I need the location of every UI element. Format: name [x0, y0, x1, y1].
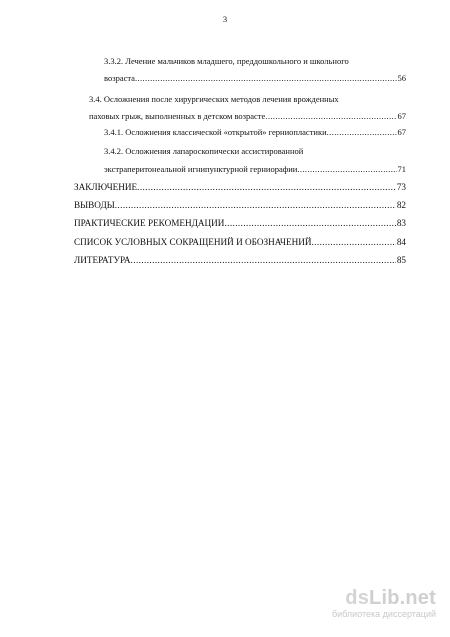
dot-leader	[135, 73, 397, 84]
toc-entry-3-3-2-page: 56	[397, 73, 406, 83]
watermark	[316, 588, 436, 620]
toc-entry-3-4-2-title-line1: 3.4.2. Осложнения лапароскопически ассистированной	[104, 146, 304, 156]
dot-leader	[224, 218, 395, 229]
dot-leader	[137, 182, 396, 193]
toc-entry-abbreviations[interactable]	[74, 237, 406, 248]
toc-entry-3-3-2[interactable]	[104, 73, 406, 84]
watermark-logo-rest: Lib.net	[369, 587, 436, 609]
toc-entry-findings-page: 82	[396, 200, 406, 210]
watermark-logo-ds: ds	[345, 587, 370, 609]
page-number: 3	[222, 14, 228, 24]
toc-entry-abbreviations-title: СПИСОК УСЛОВНЫХ СОКРАЩЕНИЙ И ОБОЗНАЧЕНИЙ	[74, 237, 312, 247]
toc-entry-3-4-1-title: 3.4.1. Осложнения классической «открытой» герниопластики	[104, 127, 327, 137]
toc-entry-3-4-title-line1: 3.4. Осложнения после хирургических методов лечения врожденных	[89, 94, 339, 104]
toc-entry-3-4-2-title-line2: экстраперитонеальной игнипунктурной герниорафии	[104, 164, 298, 174]
toc-entry-recommendations[interactable]	[74, 218, 406, 229]
toc-entry-3-4-title-line2: паховых грыж, выполненных в детском возрасте	[89, 111, 266, 121]
toc-entry-3-3-2-title-line1: 3.3.2. Лечение мальчиков младшего, преддошкольного и школьного	[104, 56, 349, 66]
dot-leader	[311, 237, 395, 248]
toc-entry-3-4-1[interactable]	[104, 127, 406, 138]
toc-entry-literature-title: ЛИТЕРАТУРА	[74, 255, 131, 265]
dot-leader	[115, 200, 396, 211]
watermark-subtitle: библиотека диссертаций	[331, 609, 436, 619]
toc-entry-3-3-2-title-line2: возраста	[104, 73, 135, 83]
dot-leader	[297, 164, 396, 175]
toc-entry-3-4-2[interactable]	[104, 164, 406, 175]
dot-leader	[131, 255, 396, 266]
toc-entry-conclusion-page: 73	[396, 182, 406, 192]
toc-entry-findings-title: ВЫВОДЫ	[74, 200, 115, 210]
watermark-logo	[316, 588, 436, 608]
toc-entry-3-4-page: 67	[397, 111, 406, 121]
toc-entry-3-4-2-page: 71	[397, 164, 406, 174]
toc-entry-literature[interactable]	[74, 255, 406, 266]
toc-entry-3-4-1-page: 67	[397, 127, 406, 137]
toc-entry-recommendations-page: 83	[396, 218, 406, 228]
toc-entry-literature-page: 85	[396, 255, 406, 265]
toc-entry-3-4[interactable]	[89, 111, 406, 122]
toc-entry-findings[interactable]	[74, 200, 406, 211]
toc-entry-conclusion-title: ЗАКЛЮЧЕНИЕ	[74, 182, 138, 192]
toc-entry-recommendations-title: ПРАКТИЧЕСКИЕ РЕКОМЕНДАЦИИ	[74, 218, 225, 228]
toc-entry-abbreviations-page: 84	[396, 237, 406, 247]
dot-leader	[265, 111, 396, 122]
dot-leader	[327, 127, 397, 138]
toc-entry-conclusion[interactable]	[74, 182, 406, 193]
